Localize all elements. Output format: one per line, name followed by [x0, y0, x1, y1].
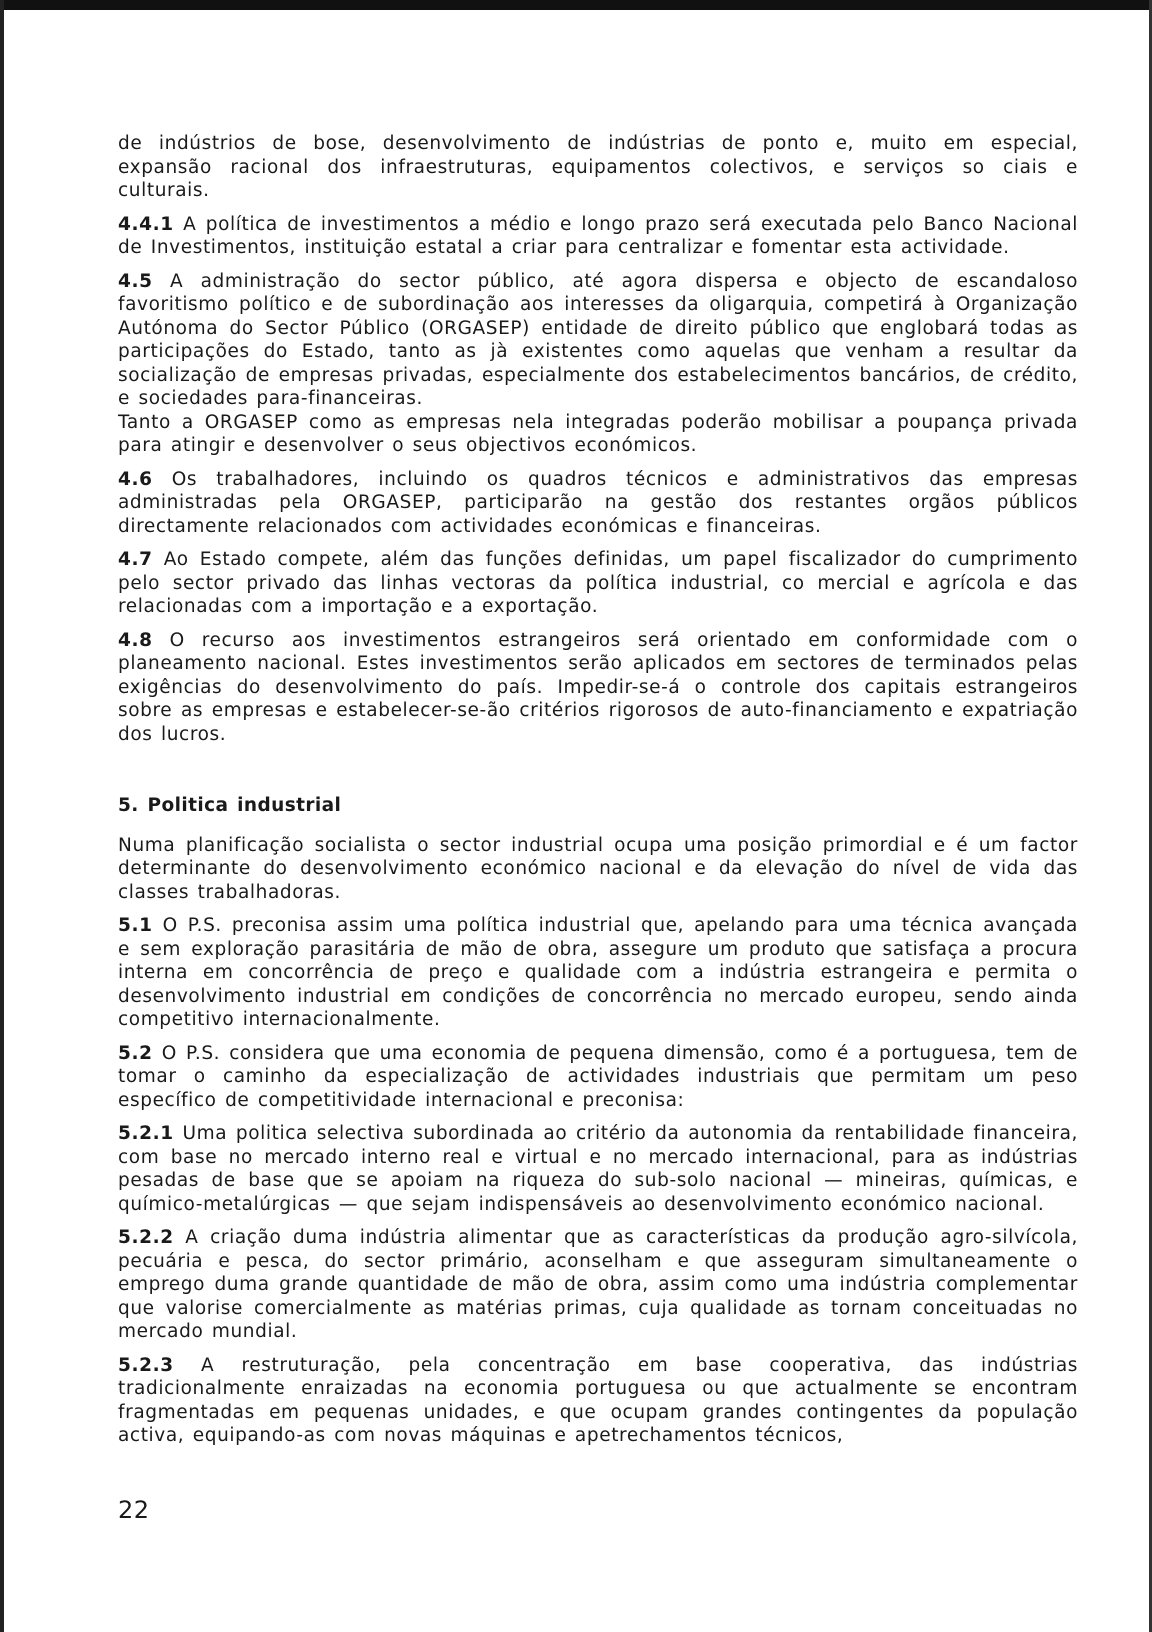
paragraph-number: 4.7	[118, 549, 153, 570]
paragraph-number: 4.8	[118, 629, 153, 651]
paragraph-text: A criação duma indústria alimentar que as características da produção agro-silvícola, pecuária e pesca, do sector primário, aconselham e que asseguram simultaneamente o emprego duma grande quantidade de mão de obra, assim como uma indústria complementar que valorise comercialmente as matérias primas, cuja qualidade as tornam conceituadas no mercado mundial.	[118, 1227, 1079, 1342]
paragraph-5-2-2	[118, 1226, 1078, 1344]
paragraph-4-4-1	[118, 213, 1078, 260]
paragraph-number: 5.2.3	[118, 1354, 174, 1376]
paragraph-text: O P.S. considera que uma economia de pequena dimensão, como é a portuguesa, tem de tomar o caminho da especialização de actividades industriais que permitam um peso específico de competitividade internacional e preconisa:	[118, 1042, 1078, 1111]
scan-border-top	[0, 0, 1152, 10]
paragraph-number: 5.2.1	[118, 1123, 174, 1144]
page-number: 22	[118, 1496, 150, 1524]
paragraph-5-2	[118, 1042, 1078, 1113]
paragraph-text: A política de investimentos a médio e longo prazo será executada pelo Banco Nacional de Investimentos, instituição estatal a criar para centralizar e fomentar esta actividade.	[118, 213, 1078, 258]
paragraph-text: Os trabalhadores, incluindo os quadros técnicos e administrativos das empresas administradas pela ORGASEP, participarão na gestão dos restantes orgãos públicos directamente relacionados com actividades económicas e financeiras.	[118, 468, 1078, 537]
paragraph-number: 4.4.1	[118, 213, 174, 235]
paragraph-number: 5.1	[118, 915, 153, 936]
paragraph-text: Uma politica selectiva subordinada ao critério da autonomia da rentabilidade financeira, com base no mercado interno real e virtual e no mercado internacional, para as indústrias pesadas de base que se apoiam na riqueza do sub-solo nacional — mineiras, químicas, e químico-metalúrgicas — que sejam indispensáveis ao desenvolvimento económico nacional.	[118, 1123, 1078, 1215]
document-page	[118, 132, 1078, 1458]
paragraph-5-2-3	[118, 1354, 1078, 1448]
paragraph-4-6	[118, 468, 1078, 539]
paragraph-4-8	[118, 629, 1078, 747]
intro-paragraph: de indústrios de bose, desenvolvimento de indústrias de ponto e, muito em especial, expansão racional dos infraestruturas, equipamentos colectivos, e serviços so ciais e culturais.	[118, 133, 1078, 201]
section-heading: 5. Politica industrial	[118, 795, 342, 816]
paragraph-4-5-extra: Tanto a ORGASEP como as empresas nela integradas poderão mobilisar a poupança privada para atingir e desenvolver o seus objectivos económicos.	[118, 411, 1078, 456]
paragraph-4-7	[118, 548, 1078, 619]
paragraph-number: 5.2.2	[118, 1227, 174, 1248]
paragraph-5-2-1	[118, 1122, 1078, 1216]
paragraph-text: Ao Estado compete, além das funções definidas, um papel fiscalizador do cumprimento pelo sector privado das linhas vectoras da política industrial, co mercial e agrícola e das relacionadas com a importação e a exportação.	[118, 549, 1079, 617]
paragraph-text: A restruturação, pela concentração em base cooperativa, das indústrias tradicionalmente enraizadas na economia portuguesa ou que actualmente se encontram fragmentadas em pequenas unidades, e que ocupam grandes contingentes da população activa, equipando-as com novas máquinas e apetrechamentos técnicos,	[118, 1354, 1079, 1446]
paragraph-text: O recurso aos investimentos estrangeiros será orientado em conformidade com o planeamento nacional. Estes investimentos serão aplicados em sectores de terminados pelas exigências do desenvolvimento do país. Impedir-se-á o controle dos capitais estrangeiros sobre as empresas e estabelecer-se-ão critérios rigorosos de auto-financiamento e expatriação dos lucros.	[118, 629, 1079, 745]
section-intro-paragraph: Numa planificação socialista o sector industrial ocupa uma posição primordial e é um factor determinante do desenvolvimento económico nacional e da elevação do nível de vida das classes trabalhadoras.	[118, 834, 1078, 903]
paragraph-4-5	[118, 270, 1078, 411]
paragraph-number: 4.6	[118, 468, 153, 490]
paragraph-text: A administração do sector público, até agora dispersa e objecto de escandaloso favoritismo político e de subordinação aos interesses da oligarquia, competirá à Organização Autónoma do Sector Público (ORGASEP) entidade de direito público que englobará todas as participações do Estado, tanto as jà existentes como aquelas que venham a resultar da socialização de empresas privadas, especialmente dos estabelecimentos bancários, de crédito, e sociedades para-financeiras.	[118, 270, 1079, 409]
paragraph-5-1	[118, 914, 1078, 1032]
paragraph-number: 4.5	[118, 270, 153, 292]
paragraph-number: 5.2	[118, 1042, 153, 1064]
scan-border-left	[0, 0, 4, 1632]
paragraph-text: O P.S. preconisa assim uma política industrial que, apelando para uma técnica avançada e sem exploração parasitária de mão de obra, assegure um produto que satisfaça a procura interna em concorrência de preço e qualidade com a indústria estrangeira e permita o desenvolvimento industrial em condições de concorrência no mercado europeu, sendo ainda competitivo internacionalmente.	[118, 915, 1078, 1030]
